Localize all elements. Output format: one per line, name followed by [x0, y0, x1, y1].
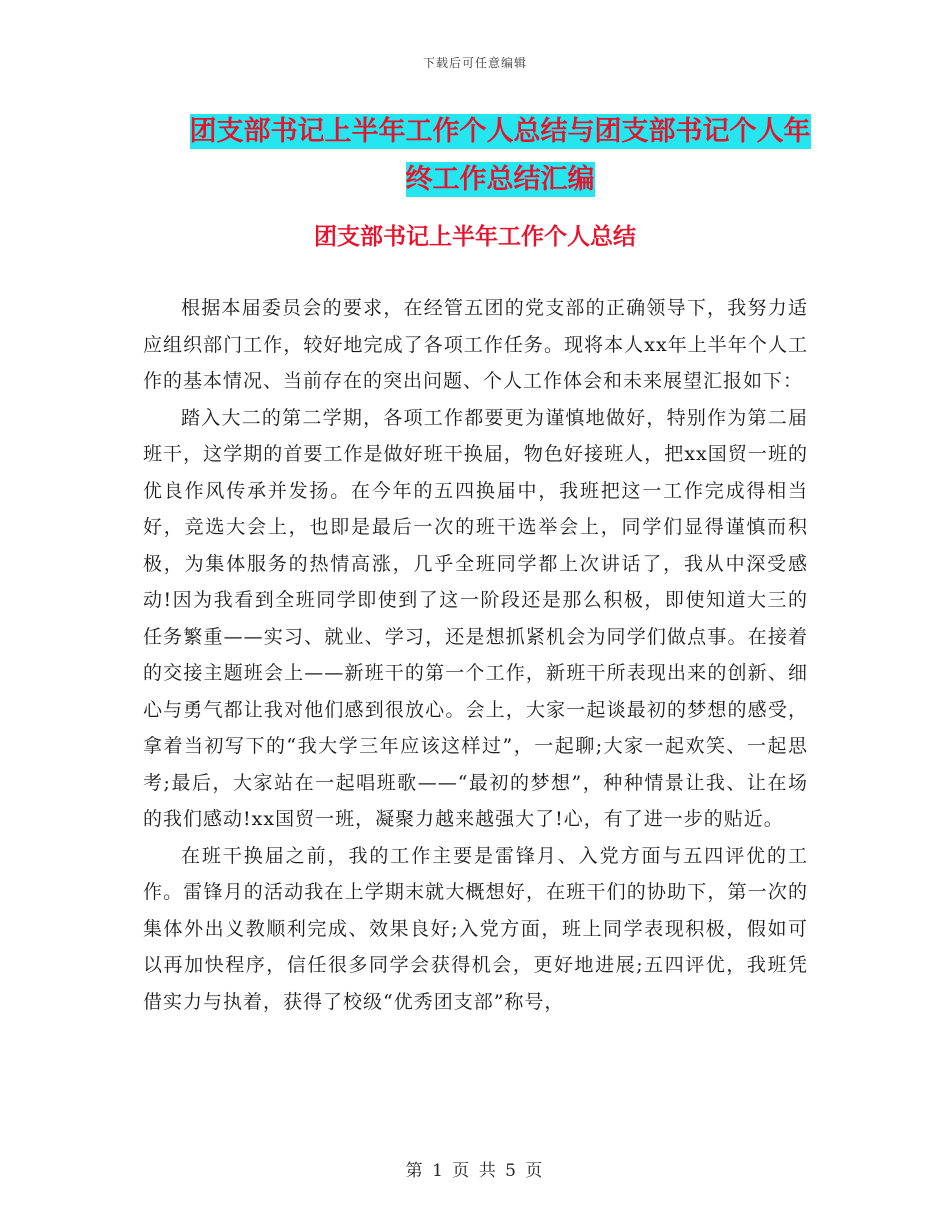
paragraph: 根据本届委员会的要求，在经管五团的党支部的正确领导下，我努力适应组织部门工作，较好地完成了各项工作任务。现将本人xx年上半年个人工作的基本情况、当前存在的突出问题、个人工作体会和未来展望汇报如下： — [143, 297, 808, 392]
body-text — [143, 290, 808, 1020]
document-title — [140, 108, 860, 204]
document-title-line-1: 团支部书记上半年工作个人总结与团支部书记个人年 — [189, 116, 811, 147]
paragraph: 在班干换届之前，我的工作主要是雷锋月、入党方面与五四评优的工作。雷锋月的活动我在上学期末就大概想好，在班干们的协助下，第一次的集体外出义教顺利完成、效果良好;入党方面，班上同学表现积极，假如可以再加快程序，信任很多同学会获得机会，更好地进展;五四评优，我班凭借实力与执着，获得了校级“优秀团支部”称号， — [143, 844, 808, 1013]
page-footer: 第 1 页 共 5 页 — [405, 1161, 545, 1181]
document-title-line-2: 终工作总结汇编 — [405, 164, 595, 195]
header-note: 下载后可任意编辑 — [422, 56, 527, 70]
section-title: 团支部书记上半年工作个人总结 — [314, 224, 636, 250]
paragraph: 踏入大二的第二学期，各项工作都要更为谨慎地做好，特别作为第二届班干，这学期的首要工作是做好班干换届，物色好接班人，把xx国贸一班的优良作风传承并发扬。在今年的五四换届中，我班把这一工作完成得相当好，竞选大会上，也即是最后一次的班干选举会上，同学们显得谨慎而积极，为集体服务的热情高涨，几乎全班同学都上次讲话了，我从中深受感动!因为我看到全班同学即使到了这一阶段还是那么积极，即使知道大三的任务繁重——实习、就业、学习，还是想抓紧机会为同学们做点事。在接着的交接主题班会上——新班干的第一个工作，新班干所表现出来的创新、细心与勇气都让我对他们感到很放心。会上，大家一起谈最初的梦想的感受，拿着当初写下的“我大学三年应该这样过”，一起聊;大家一起欢笑、一起思考;最后，大家站在一起唱班歌——“最初的梦想”，种种情景让我、让在场的我们感动!xx国贸一班，凝聚力越来越强大了!心，有了进一步的贴近。 — [143, 406, 808, 830]
